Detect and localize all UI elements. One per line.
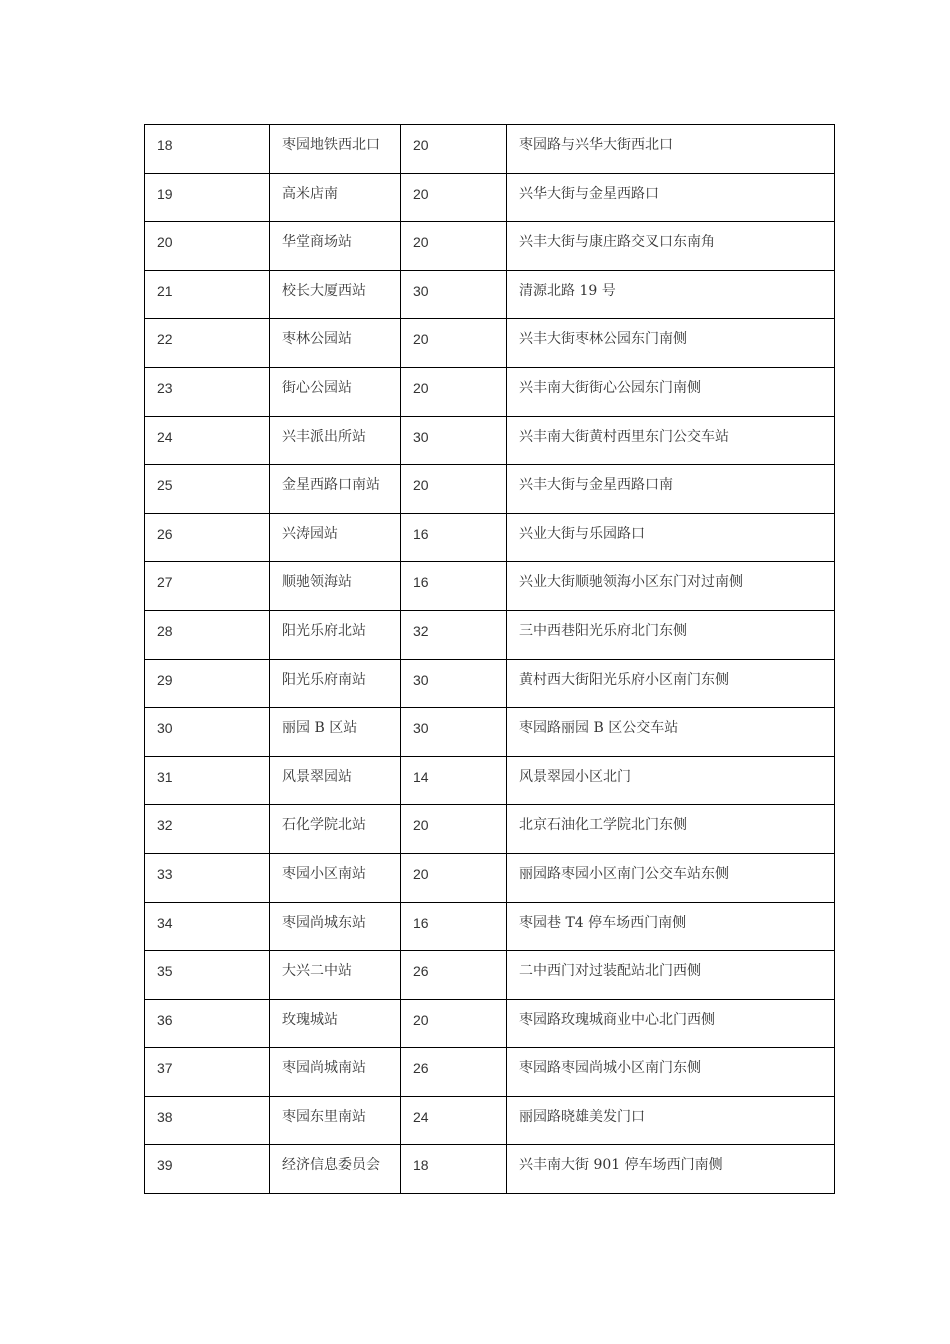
cell-index: 23 (145, 367, 270, 416)
cell-station-name: 枣园地铁西北口 (270, 125, 401, 174)
table-row (145, 125, 835, 174)
cell-count: 26 (401, 951, 507, 1000)
cell-location: 枣园路枣园尚城小区南门东侧 (507, 1048, 835, 1097)
cell-station-name: 丽园 B 区站 (270, 708, 401, 757)
cell-station-name: 枣园东里南站 (270, 1096, 401, 1145)
stations-table-body (145, 125, 835, 1194)
cell-location: 枣园巷 T4 停车场西门南侧 (507, 902, 835, 951)
cell-station-name: 玫瑰城站 (270, 999, 401, 1048)
cell-count: 20 (401, 222, 507, 271)
cell-location: 三中西巷阳光乐府北门东侧 (507, 610, 835, 659)
cell-count: 20 (401, 853, 507, 902)
table-row (145, 465, 835, 514)
cell-index: 33 (145, 853, 270, 902)
cell-index: 27 (145, 562, 270, 611)
cell-location: 兴华大街与金星西路口 (507, 173, 835, 222)
cell-location: 兴丰大街与康庄路交叉口东南角 (507, 222, 835, 271)
cell-index: 34 (145, 902, 270, 951)
table-row (145, 222, 835, 271)
table-row (145, 756, 835, 805)
cell-location: 清源北路 19 号 (507, 270, 835, 319)
cell-count: 24 (401, 1096, 507, 1145)
cell-index: 21 (145, 270, 270, 319)
cell-count: 20 (401, 999, 507, 1048)
table-row (145, 610, 835, 659)
cell-index: 25 (145, 465, 270, 514)
cell-station-name: 金星西路口南站 (270, 465, 401, 514)
cell-count: 18 (401, 1145, 507, 1194)
cell-location: 兴丰南大街街心公园东门南侧 (507, 367, 835, 416)
table-row (145, 173, 835, 222)
cell-station-name: 阳光乐府北站 (270, 610, 401, 659)
cell-index: 35 (145, 951, 270, 1000)
cell-index: 19 (145, 173, 270, 222)
cell-location: 兴丰大街枣林公园东门南侧 (507, 319, 835, 368)
cell-station-name: 风景翠园站 (270, 756, 401, 805)
table-row (145, 416, 835, 465)
cell-count: 20 (401, 173, 507, 222)
cell-station-name: 高米店南 (270, 173, 401, 222)
cell-station-name: 街心公园站 (270, 367, 401, 416)
cell-location: 兴丰大街与金星西路口南 (507, 465, 835, 514)
table-row (145, 562, 835, 611)
cell-index: 39 (145, 1145, 270, 1194)
cell-count: 30 (401, 416, 507, 465)
cell-count: 16 (401, 513, 507, 562)
cell-count: 20 (401, 319, 507, 368)
cell-station-name: 枣园尚城东站 (270, 902, 401, 951)
table-row (145, 319, 835, 368)
table-row (145, 902, 835, 951)
cell-location: 丽园路枣园小区南门公交车站东侧 (507, 853, 835, 902)
table-row (145, 853, 835, 902)
cell-location: 兴业大街顺驰领海小区东门对过南侧 (507, 562, 835, 611)
cell-index: 31 (145, 756, 270, 805)
cell-location: 枣园路玫瑰城商业中心北门西侧 (507, 999, 835, 1048)
table-row (145, 659, 835, 708)
stations-table (144, 124, 835, 1194)
table-row (145, 513, 835, 562)
cell-index: 20 (145, 222, 270, 271)
cell-station-name: 枣园小区南站 (270, 853, 401, 902)
cell-location: 丽园路晓雄美发门口 (507, 1096, 835, 1145)
cell-station-name: 顺驰领海站 (270, 562, 401, 611)
cell-station-name: 大兴二中站 (270, 951, 401, 1000)
table-row (145, 1145, 835, 1194)
cell-station-name: 校长大厦西站 (270, 270, 401, 319)
cell-station-name: 兴涛园站 (270, 513, 401, 562)
cell-station-name: 华堂商场站 (270, 222, 401, 271)
cell-station-name: 枣园尚城南站 (270, 1048, 401, 1097)
cell-location: 风景翠园小区北门 (507, 756, 835, 805)
cell-location: 兴业大街与乐园路口 (507, 513, 835, 562)
cell-location: 二中西门对过装配站北门西侧 (507, 951, 835, 1000)
cell-count: 14 (401, 756, 507, 805)
table-row (145, 951, 835, 1000)
table-row (145, 1048, 835, 1097)
cell-index: 26 (145, 513, 270, 562)
cell-count: 26 (401, 1048, 507, 1097)
cell-station-name: 经济信息委员会 (270, 1145, 401, 1194)
cell-count: 16 (401, 902, 507, 951)
cell-count: 30 (401, 659, 507, 708)
table-row (145, 805, 835, 854)
cell-station-name: 石化学院北站 (270, 805, 401, 854)
table-row (145, 367, 835, 416)
table-row (145, 708, 835, 757)
cell-location: 黄村西大街阳光乐府小区南门东侧 (507, 659, 835, 708)
cell-count: 20 (401, 367, 507, 416)
cell-index: 32 (145, 805, 270, 854)
table-row (145, 270, 835, 319)
cell-index: 22 (145, 319, 270, 368)
cell-count: 32 (401, 610, 507, 659)
cell-count: 20 (401, 465, 507, 514)
cell-index: 37 (145, 1048, 270, 1097)
cell-count: 30 (401, 270, 507, 319)
cell-location: 枣园路丽园 B 区公交车站 (507, 708, 835, 757)
cell-count: 30 (401, 708, 507, 757)
cell-index: 38 (145, 1096, 270, 1145)
cell-location: 枣园路与兴华大街西北口 (507, 125, 835, 174)
cell-index: 29 (145, 659, 270, 708)
cell-index: 36 (145, 999, 270, 1048)
cell-index: 24 (145, 416, 270, 465)
cell-count: 20 (401, 805, 507, 854)
cell-station-name: 兴丰派出所站 (270, 416, 401, 465)
cell-station-name: 枣林公园站 (270, 319, 401, 368)
cell-index: 28 (145, 610, 270, 659)
table-row (145, 1096, 835, 1145)
cell-count: 20 (401, 125, 507, 174)
cell-station-name: 阳光乐府南站 (270, 659, 401, 708)
cell-location: 兴丰南大街黄村西里东门公交车站 (507, 416, 835, 465)
cell-index: 30 (145, 708, 270, 757)
cell-count: 16 (401, 562, 507, 611)
cell-location: 北京石油化工学院北门东侧 (507, 805, 835, 854)
table-row (145, 999, 835, 1048)
cell-index: 18 (145, 125, 270, 174)
cell-location: 兴丰南大街 901 停车场西门南侧 (507, 1145, 835, 1194)
